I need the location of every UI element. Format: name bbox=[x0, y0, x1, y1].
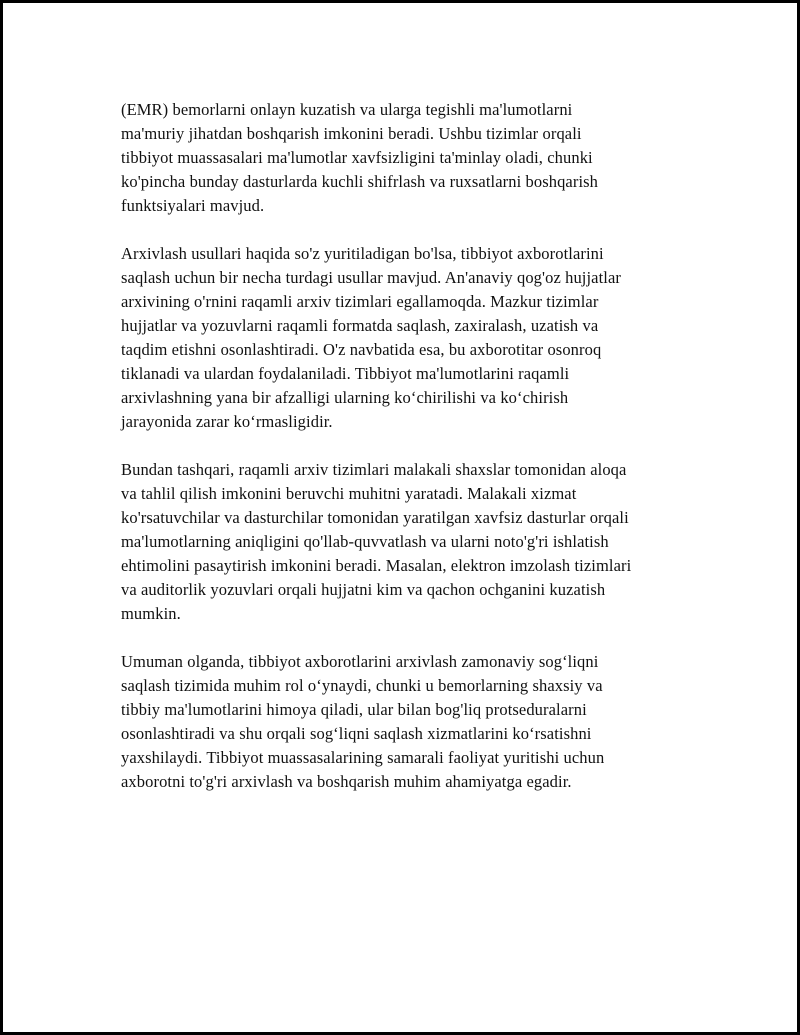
paragraph-digital-archive-benefits: Bundan tashqari, raqamli arxiv tizimlari malakali shaxslar tomonidan aloqa va tahlil qilish imkonini beruvchi muhitni yaratadi. Malakali xizmat ko'rsatuvchilar va dasturchilar tomonidan yaratilgan xavfsiz dasturlar orqali ma'lumotlarning aniqligini qo'llab-quvvatlash va ularni noto'g'ri ishlatish ehtimolini pasaytirish imkonini beradi. Masalan, elektron imzolash tizimlari va auditorlik yozuvlari orqali hujjatni kim va qachon ochganini kuzatish mumkin. bbox=[121, 460, 632, 623]
paragraph-conclusion: Umuman olganda, tibbiyot axborotlarini arxivlash zamonaviy sog‘liqni saqlash tizimida muhim rol o‘ynaydi, chunki u bemorlarning shaxsiy va tibbiy ma'lumotlarini himoya qiladi, ular bilan bog'liq protseduralarni osonlashtiradi va shu orqali sog‘liqni saqlash xizmatlarini ko‘rsatishni yaxshilaydi. Tibbiyot muassasalarining samarali faoliyat yuritishi uchun axborotni to'g'ri arxivlash va boshqarish muhim ahamiyatga egadir. bbox=[121, 652, 605, 791]
paragraph-archiving-methods: Arxivlash usullari haqida so'z yuritiladigan bo'lsa, tibbiyot axborotlarini saqlash uchun bir necha turdagi usullar mavjud. An'anaviy qog'oz hujjatlar arxivining o'rnini raqamli arxiv tizimlari egallamoqda. Mazkur tizimlar hujjatlar va yozuvlarni raqamli formatda saqlash, zaxiralash, uzatish va taqdim etishni osonlashtiradi. O'z navbatida esa, bu axborotitar osonroq tiklanadi va ulardan foydalaniladi. Tibbiyot ma'lumotlarini raqamli arxivlashning yana bir afzalligi ularning ko‘chirilishi va ko‘chirish jarayonida zarar ko‘rmasligidir. bbox=[121, 244, 621, 431]
document-body bbox=[121, 98, 685, 818]
paragraph-emr-systems: (EMR) bemorlarni onlayn kuzatish va ularga tegishli ma'lumotlarni ma'muriy jihatdan boshqarish imkonini beradi. Ushbu tizimlar orqali tibbiyot muassasalari ma'lumotlar xavfsizligini ta'minlay oladi, chunki ko'pincha bunday dasturlarda kuchli shifrlash va ruxsatlarni boshqarish funktsiyalari mavjud. bbox=[121, 100, 598, 215]
